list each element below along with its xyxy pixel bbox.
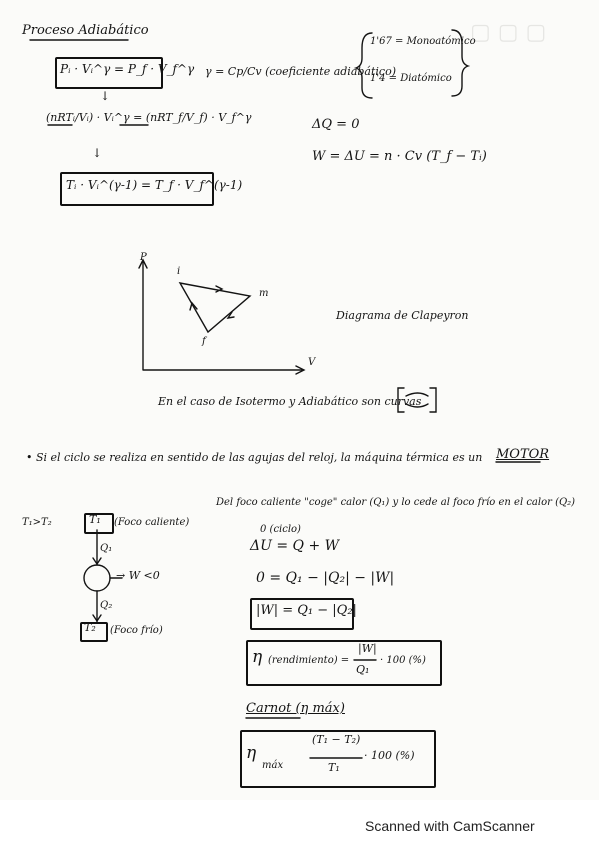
efficiency-tail: · 100 (%) bbox=[380, 655, 426, 666]
tv-equation: Tᵢ · Vᵢ^(γ-1) = T_f · V_f^(γ-1) bbox=[66, 178, 243, 192]
derivation-arrow: ↓ bbox=[92, 146, 103, 160]
work-equation: W = ΔU = n · Cv (T_f − Tᵢ) bbox=[312, 149, 487, 164]
carnot-eta-subscript: máx bbox=[262, 760, 284, 771]
efficiency-denominator: Q₁ bbox=[356, 663, 370, 676]
motor-word: MOTOR bbox=[496, 447, 550, 462]
first-law-equation: ΔU = Q + W bbox=[250, 538, 340, 554]
carnot-numerator: (T₁ − T₂) bbox=[312, 733, 361, 746]
efficiency-label: (rendimiento) = bbox=[268, 655, 350, 666]
clapeyron-axes bbox=[143, 262, 302, 370]
section-title: Proceso Adiabático bbox=[22, 23, 149, 38]
work-output-label: → W <0 bbox=[116, 569, 160, 582]
axis-v-label: V bbox=[308, 357, 316, 368]
efficiency-numerator: |W| bbox=[358, 642, 377, 655]
delta-q-equation: ΔQ = 0 bbox=[312, 117, 360, 132]
heat-transfer-note: Del foco caliente "coge" calor (Q₁) y lo cede al foco frío en el calor (Q₂) bbox=[216, 497, 576, 508]
energy-balance-equation: 0 = Q₁ − |Q₂| − |W| bbox=[256, 570, 395, 586]
curves-bracket bbox=[398, 388, 436, 412]
curves-arrows bbox=[406, 393, 428, 407]
nrt-equation: (nRTᵢ/Vᵢ) · Vᵢ^γ = (nRT_f/V_f) · V_f^γ bbox=[46, 111, 252, 124]
cold-reservoir-label: T₂ bbox=[84, 621, 96, 634]
temperature-condition: T₁>T₂ bbox=[22, 517, 52, 528]
gamma-definition: γ = Cp/Cv (coeficiente adiabático) bbox=[205, 65, 396, 78]
carnot-tail: · 100 (%) bbox=[364, 749, 415, 762]
gamma-monoatomic: 1'67 = Monoatómico bbox=[370, 36, 476, 47]
carnot-denominator: T₁ bbox=[328, 761, 340, 774]
curves-note: En el caso de Isotermo y Adiabático son curvas bbox=[158, 395, 422, 408]
gamma-diatomic: 1'4 = Diatómico bbox=[370, 73, 452, 84]
point-f-label: f bbox=[202, 336, 206, 347]
point-i-label: i bbox=[177, 266, 181, 277]
engine-circle bbox=[84, 565, 110, 591]
hot-reservoir-note: (Foco caliente) bbox=[114, 517, 190, 528]
carnot-eta-symbol: η bbox=[246, 743, 257, 763]
carnot-heading: Carnot (η máx) bbox=[246, 701, 345, 716]
axis-arrowheads bbox=[139, 260, 304, 374]
derivation-arrow: ↓ bbox=[100, 89, 111, 103]
efficiency-symbol: η bbox=[252, 647, 263, 667]
point-m-label: m bbox=[259, 288, 269, 299]
cycle-note: 0 (ciclo) bbox=[260, 524, 301, 535]
axis-p-label: P bbox=[140, 252, 147, 263]
q2-flow-label: Q₂ bbox=[100, 600, 113, 611]
camscanner-watermark: Scanned with CamScanner bbox=[365, 818, 535, 834]
gamma-brace bbox=[356, 33, 372, 98]
motor-statement: • Si el ciclo se realiza en sentido de las agujas del reloj, la máquina térmica es un bbox=[26, 451, 483, 464]
bleed-through-mark: ▢ ▢ ▢ bbox=[470, 20, 547, 45]
gamma-brace-right bbox=[452, 30, 468, 96]
work-abs-equation: |W| = Q₁ − |Q₂| bbox=[256, 603, 357, 618]
diagram-caption: Diagrama de Clapeyron bbox=[336, 309, 469, 322]
hot-reservoir-label: T₁ bbox=[89, 513, 101, 526]
q1-flow-label: Q₁ bbox=[100, 543, 113, 554]
cold-reservoir-note: (Foco frío) bbox=[110, 625, 163, 636]
pv-equation: Pᵢ · Vᵢ^γ = P_f · V_f^γ bbox=[60, 62, 195, 76]
